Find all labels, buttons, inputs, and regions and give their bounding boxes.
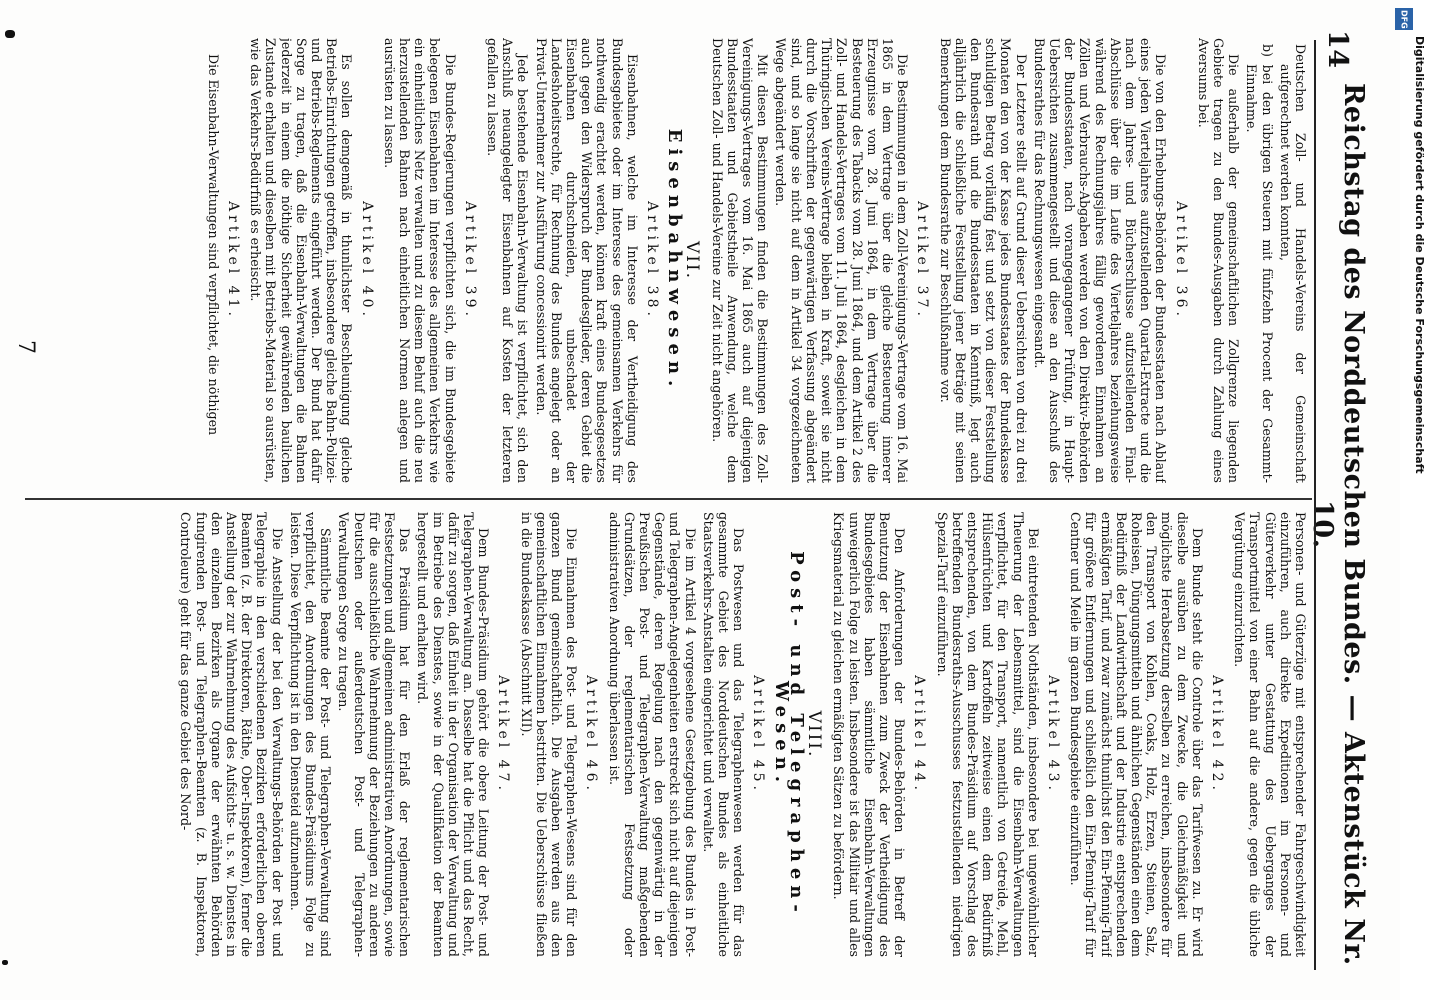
section-number: VIII. [804, 710, 825, 759]
digitization-credit: Digitalisierung gefördert durch die Deutsche Forschungsgemeinschaft [1413, 36, 1426, 474]
article-heading: Artikel 39. [461, 201, 478, 320]
paragraph: Der Letztere stellt auf Grund dieser Uebersichten von drei zu drei Monaten den von der Kasse jedes Bundesstaates der Bundeskasse schuldigen Betrag vorläufig fest und setzt von dieser Feststellung den Bundesrath und die Bundesstaaten in Kenntniß, legt auch alljährlich die schließliche Feststellung jener Beträge mit seinen Bemerkungen dem Bundesrathe zur Beschlußnahme vor. [937, 38, 1029, 483]
section-title: Eisenbahnwesen. [664, 128, 686, 393]
section-number: VII. [682, 240, 703, 281]
paragraph: Das Präsidium hat für den Erlaß der reglementarischen Festsetzungen und allgemeinen administrativen Anordnungen, sowie für die ausschließliche Wahrnehmung der Beziehungen zu anderen Deutschen oder außerdeutschen Post- und Telegraphen-Verwaltungen Sorge zu tragen. [336, 512, 413, 957]
article-heading: Artikel 36. [1172, 201, 1189, 320]
article-heading: Artikel 40. [358, 201, 375, 320]
enumerated-item: b) bei den übrigen Steuern mit fünfzehn Procent der Gesammt-Einnahme. [1244, 44, 1275, 483]
paragraph: Die Eisenbahn-Verwaltungen sind verpflichtet, die nöthigen [205, 54, 221, 436]
article-heading: Artikel 46. [583, 675, 600, 794]
ink-blot [5, 30, 15, 38]
article-heading: Artikel 42. [1208, 675, 1225, 794]
ink-blot [2, 960, 8, 965]
page-number: 14 [1322, 30, 1354, 69]
paragraph: Bei eintretenden Nothständen, insbesondere bei ungewöhnlicher Theuerung der Lebensmittel, sind die Eisenbahn-Verwaltungen verpflichtet, für den Transport, namentlich von Getreide, Mehl, Hülsenfrüchten und Kartoffeln zeitweise einen dem Bedürfniß entsprechenden, von dem Bundes-Präsidium auf Vorschlag des betreffenden Bundesraths-Ausschusses festzustellenden niedrigen Spezial-Tarif einzuführen. [934, 512, 1041, 957]
article-heading: Artikel 37. [914, 201, 931, 320]
left-column [28, 38, 1308, 483]
paragraph: Die außerhalb der gemeinschaftlichen Zollgrenze liegenden Gebiete tragen zu den Bundes-Ausgaben durch Zahlung eines Aversums bei. [1195, 38, 1242, 483]
paragraph: Dem Bundes-Präsidium gehört die obere Leitung der Post- und Telegraphen-Verwaltung an. Dasselbe hat die Pflicht und das Recht, dafür zu sorgen, daß Einheit in der Organisation der Verwaltung und im Betriebe des Dienstes, sowie in der Qualifikation der Beamten hergestellt und erhalten wird. [415, 512, 492, 957]
article-heading: Artikel 44. [911, 675, 928, 794]
column-divider [25, 498, 1312, 500]
right-column [28, 512, 1308, 957]
article-heading: Artikel 38. [644, 201, 661, 320]
page-title [1307, 69, 1369, 980]
paragraph: Mit diesen Bestimmungen finden die Bestimmungen des Zoll-Vereinigungs-Vertrages vom 16. Mai 1865 auch auf diejenigen Bundesstaaten und Gebietstheile Anwendung, welche dem Deutschen Zoll- und Handels-Vereine zur Zeit nicht angehören. [709, 38, 771, 483]
paragraph: Jede bestehende Eisenbahn-Verwaltung ist verpflichtet, sich den Anschluß neuangelegter Eisenbahnen auf Kosten der letzteren gefallen zu lassen. [485, 38, 531, 483]
dfg-logo: DFG [1395, 8, 1413, 30]
header-rule [1314, 40, 1316, 970]
paragraph: Eisenbahnen, welche im Interesse der Vertheidigung des Bundesgebietes oder im Interesse des gemeinsamen Verkehrs für nothwendig erachtet werden, können kraft eines Bundesgesetzes auch gegen den Widerspruch der Bundesglieder, deren Gebiet die Eisenbahnen durchschneiden, unbeschadet der Landeshoheitsrechte, für Rechnung des Bundes angelegt oder an Privat-Unternehmer zur Ausführung concessionirt werden. [533, 38, 640, 483]
paragraph: Das Postwesen und das Telegraphenwesen werden für das gesammte Gebiet des Norddeutschen Bundes als einheitliche Staatsverkehrs-Anstalten eingerichtet und verwaltet. [700, 512, 747, 957]
paragraph: Dem Bunde steht die Controle über das Tarifwesen zu. Er wird dieselbe ausüben zu dem Zwecke, die Gleichmäßigkeit und möglichste Herabsetzung derselben zu erreichen, insbesondere für den Transport von Kohlen, Coaks, Holz, Erzen, Steinen, Salz, Roheisen, Düngungsmitteln und ähnlichen Gegenständen einen dem Bedürfniß der Landwirthschaft und der Industrie entsprechenden ermäßigten Tarif, und zwar zunächst thunlichst den Ein-Pfennig-Tarif für größere Entfernungen und schließlich den Ein-Pfennig-Tarif für Centner und Meile im ganzen Bundesgebiete einzuführen. [1068, 512, 1205, 957]
article-heading: Artikel 45. [750, 675, 767, 794]
paragraph: Den Anforderungen der Bundes-Behörden in Betreff der Benutzung der Eisenbahnen zum Zweck der Vertheidigung des Bundesgebietes haben sämmtliche Eisenbahn-Verwaltungen unweigerlich Folge zu leisten. Insbesondere ist das Militair und alles Kriegsmaterial zu gleichen ermäßigten Sätzen zu befördern. [831, 512, 908, 957]
paragraph: Personen- und Güterzüge mit entsprechender Fahrgeschwindigkeit einzuführen, auch direkte Expeditionen im Personen- und Güterverkehr unter Gestattung des Ueberganges der Transportmittel von einer Bahn auf die andere, gegen die übliche Vergütung einzurichten. [1232, 512, 1308, 957]
page-header [1307, 30, 1369, 980]
paragraph: Die Bestimmungen in dem Zoll-Vereinigungs-Vertrage vom 16. Mai 1865 in dem Vertrage über die gleiche Besteuerung innerer Erzeugnisse vom 28. Juni 1864, in dem Vertrage über die Besteuerung des Tabacks vom 28. Juni 1864, und dem Artikel 2 des Zoll- und Handels-Vertrages vom 11. Juli 1864, desgleichen in dem Thüringischen Vereins-Vertrage bleiben in Kraft, soweit sie nicht durch die Vorschriften der gegenwärtigen Verfassung abgeändert sind, und so lange sie nicht auf dem in Artikel 34 vorgezeichneten Wege abgeändert werden. [773, 38, 911, 483]
paragraph: Die Anstellung der bei den Verwaltungs-Behörden der Post und Telegraphie in den verschiedenen Bezirken erforderlichen oberen Beamten (z. B. der Direktoren, Räthe, Ober-Inspektoren), ferner die Anstellung der zur Wahrnehmung des Aufsichts- u. s. w. Dienstes in den einzelnen Bezirken als Organe der erwähnten Behörden fungirenden Post- und Telegraphen-Beamten (z. B. Inspektoren, Controleure) geht für das ganze Gebiet des Nord- [178, 512, 285, 957]
paragraph: Die von den Erhebungs-Behörden der Bundesstaaten nach Ablauf eines jeden Vierteljahres aufzustellenden Quartal-Extracte und die nach dem Jahres- und Bücherschlusse aufzustellenden Final-Abschlüsse über die im Laufe des Vierteljahres beziehungsweise während des Rechnungsjahres fällig gewordenen Einnahmen an Zöllen und Verbrauchs-Abgaben werden von den Direktiv-Behörden der Bundesstaaten, nach vorangegangener Prüfung, in Haupt-Uebersichten zusammengestellt und diese an den Ausschuß des Bundesrathes für das Rechnungswesen eingesandt. [1031, 38, 1169, 483]
title-separator: — [1338, 694, 1369, 723]
margin-mark: 7 [13, 340, 38, 354]
paragraph: Die Bundes-Regierungen verpflichten sich, die im Bundesgebiete belegenen Eisenbahnen im Interesse des allgemeinen Verkehrs wie ein einheitliches Netz verwalten und zu diesem Behuf auch die neu herzustellenden Bahnen nach einheitlichen Normen anlegen und ausrüsten zu lassen. [381, 38, 458, 483]
article-heading: Artikel 47. [495, 675, 512, 794]
paragraph: Sämmtliche Beamte der Post- und Telegraphen-Verwaltung sind verpflichtet, den Anordnungen des Bundes-Präsidiums Folge zu leisten. Diese Verpflichtung ist in den Diensteid aufzunehmen. [287, 512, 334, 957]
section-title: Post- und Telegraphen-Wesen. [770, 551, 807, 918]
article-heading: Artikel 43. [1044, 675, 1061, 794]
enumerated-item: Deutschen Zoll- und Handels-Vereins der Gemeinschaft aufgerechnet werden konnten, [1277, 44, 1308, 483]
document-number: Aktenstück Nr. 10. [1307, 500, 1369, 966]
paragraph: Es sollen demgemäß in thunlichster Beschleunigung gleiche Betriebs-Einrichtungen getroffen, insbesondere gleiche Bahn-Polizei- und Betriebs-Reglements eingeführt werden. Der Bund hat dafür Sorge zu tragen, daß die Eisenbahn-Verwaltungen die Bahnen jederzeit in einem die nöthige Sicherheit gewährenden baulichen Zustande erhalten und dieselben mit Betriebs-Material so ausrüsten, wie das Verkehrs-Bedürfniß es erheischt. [248, 38, 355, 483]
paragraph: Die Einnahmen des Post- und Telegraphen-Wesens sind für den ganzen Bund gemeinschaftlich. Die Ausgaben werden aus den gemeinschaftlichen Einnahmen bestritten. Die Ueberschüsse fließen in die Bundeskasse (Abschnitt XII). [518, 512, 580, 957]
title-text: Reichstag des Norddeutschen Bundes. [1338, 82, 1369, 685]
article-heading: Artikel 41. [225, 201, 241, 320]
paragraph: Die im Artikel 4 vorgesehene Gesetzgebung des Bundes in Post- und Telegraphen-Angelegenheiten erstreckt sich nicht auf diejenigen Gegenstände, deren Regelung nach den gegenwärtig in der Preußischen Post- und Telegraphen-Verwaltung maßgebenden Grundsätzen, der reglementarischen Festsetzung oder administrativen Anordnung überlassen ist. [606, 512, 698, 957]
